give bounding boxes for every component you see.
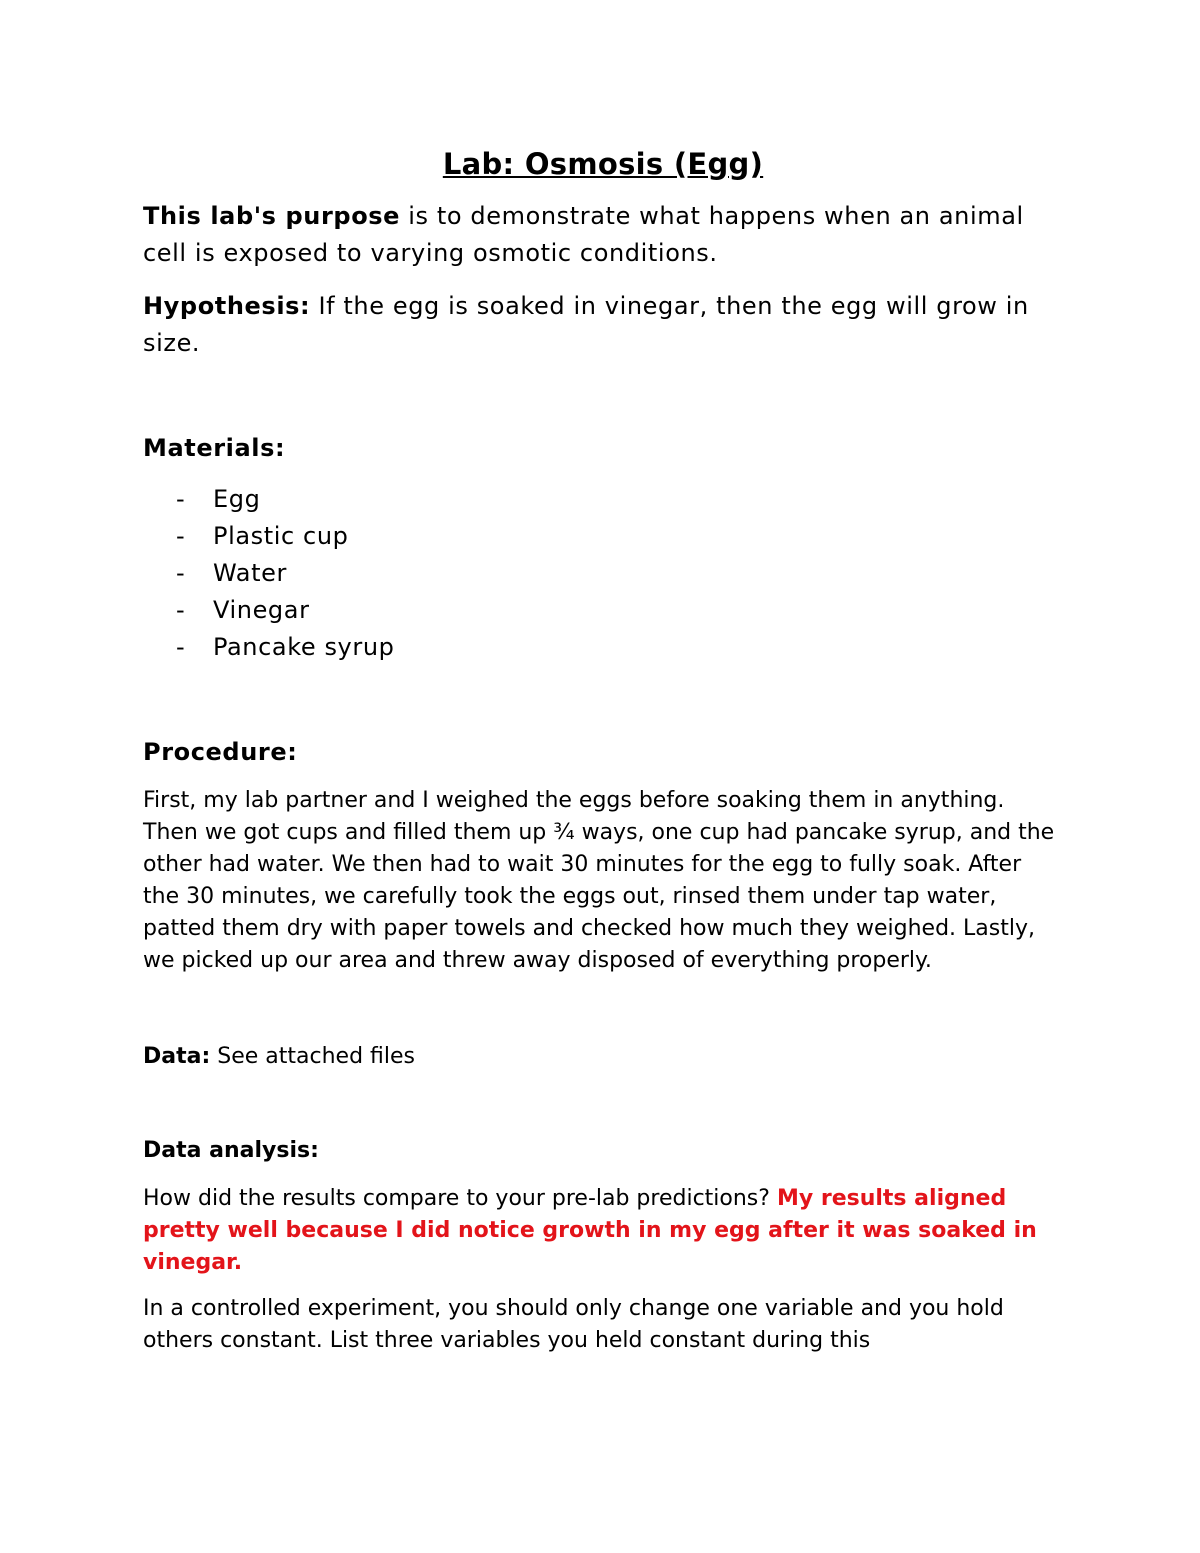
analysis-question-1	[143, 1183, 1063, 1279]
list-item	[143, 592, 1063, 629]
list-dash: -	[176, 522, 186, 550]
analysis-question-2: In a controlled experiment, you should only change one variable and you hold others constant. List three variables you held constant during this	[143, 1296, 1004, 1353]
procedure-heading: Procedure:	[143, 738, 298, 766]
material-item: Pancake syrup	[213, 633, 395, 661]
page-title: Lab: Osmosis (Egg)	[442, 147, 764, 181]
answer-1-text: My results aligned pretty well because I did notice growth in my egg after it was soaked in vinegar.	[143, 1186, 1037, 1275]
purpose-paragraph	[143, 198, 1063, 272]
list-item	[143, 555, 1063, 592]
materials-list	[143, 481, 1063, 666]
material-item: Vinegar	[213, 596, 310, 624]
question-1-text: How did the results compare to your pre-lab predictions?	[143, 1186, 777, 1211]
list-item	[143, 481, 1063, 518]
data-text: See attached files	[210, 1044, 416, 1069]
list-item	[143, 629, 1063, 666]
list-dash: -	[176, 633, 186, 661]
purpose-label: This lab's purpose	[143, 202, 401, 230]
document-body	[143, 140, 1063, 1357]
purpose-text: is to demonstrate what happens when an animal cell is exposed to varying osmotic conditions.	[143, 202, 1024, 267]
procedure-paragraph: First, my lab partner and I weighed the eggs before soaking them in anything. Then we got cups and filled them up ¾ ways, one cup had pancake syrup, and the other had water. We then had to wait 30 minutes for the egg to fully soak. After the 30 minutes, we carefully took the eggs out, rinsed them under tap water, patted them dry with paper towels and checked how much they weighed. Lastly, we picked up our area and threw away disposed of everything properly.	[143, 788, 1055, 973]
materials-heading: Materials:	[143, 434, 286, 462]
list-dash: -	[176, 559, 186, 587]
data-label: Data:	[143, 1044, 211, 1069]
list-item	[143, 518, 1063, 555]
list-dash: -	[176, 596, 186, 624]
analysis-heading: Data analysis:	[143, 1138, 319, 1163]
material-item: Egg	[213, 485, 261, 513]
hypothesis-label: Hypothesis:	[143, 292, 311, 320]
hypothesis-text: If the egg is soaked in vinegar, then the egg will grow in size.	[143, 292, 1029, 357]
data-paragraph	[143, 1041, 1063, 1073]
material-item: Water	[213, 559, 287, 587]
list-dash: -	[176, 485, 186, 513]
hypothesis-paragraph	[143, 288, 1063, 362]
material-item: Plastic cup	[213, 522, 349, 550]
